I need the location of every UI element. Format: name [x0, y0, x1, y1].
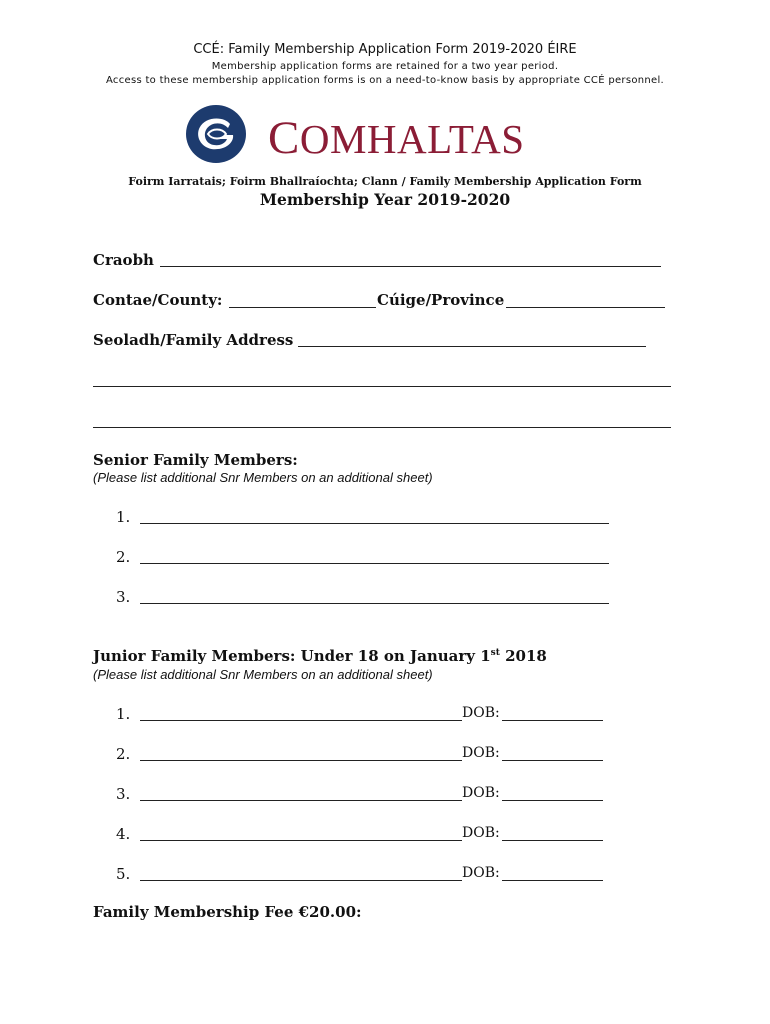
- county-label: Contae/County:: [93, 291, 223, 309]
- senior-item-number: 1.: [116, 508, 131, 526]
- dob-label: DOB:: [462, 745, 500, 761]
- address-field-line-3[interactable]: [93, 427, 671, 428]
- address-label: Seoladh/Family Address: [93, 331, 294, 349]
- senior-members-note: (Please list additional Snr Members on an additional sheet): [93, 470, 433, 485]
- senior-item-number: 3.: [116, 588, 131, 606]
- address-field-line-1[interactable]: [298, 346, 646, 347]
- dob-label: DOB:: [462, 785, 500, 801]
- junior-member-field[interactable]: [140, 720, 462, 721]
- address-field-line-2[interactable]: [93, 386, 671, 387]
- county-field[interactable]: [229, 307, 376, 308]
- junior-member-field[interactable]: [140, 880, 462, 881]
- junior-member-field[interactable]: [140, 800, 462, 801]
- junior-item-number: 4.: [116, 825, 131, 843]
- membership-fee-label: Family Membership Fee €20.00:: [93, 903, 362, 921]
- dob-field[interactable]: [502, 840, 603, 841]
- dob-label: DOB:: [462, 865, 500, 881]
- junior-members-note: (Please list additional Snr Members on an additional sheet): [93, 667, 433, 682]
- retention-notice: Membership application forms are retained for a two year period.: [211, 61, 559, 72]
- dob-field[interactable]: [502, 880, 603, 881]
- dob-field[interactable]: [502, 800, 603, 801]
- province-field[interactable]: [506, 307, 665, 308]
- craobh-label: Craobh: [93, 251, 154, 269]
- junior-member-field[interactable]: [140, 840, 462, 841]
- form-header-title: CCÉ: Family Membership Application Form 2019-2020 ÉIRE: [193, 42, 577, 57]
- junior-members-title: Junior Family Members: Under 18 on January 1st 2018: [93, 647, 547, 665]
- senior-members-title: Senior Family Members:: [93, 451, 298, 469]
- senior-member-field[interactable]: [140, 563, 609, 564]
- membership-year-title: Membership Year 2019-2020: [259, 190, 511, 209]
- dob-label: DOB:: [462, 705, 500, 721]
- junior-item-number: 2.: [116, 745, 131, 763]
- access-notice: Access to these membership application forms is on a need-to-know basis by appropriate CCÉ personnel.: [105, 75, 665, 86]
- province-label: Cúige/Province: [377, 291, 505, 309]
- comhaltas-logo: [186, 105, 526, 163]
- comhaltas-wordmark: COMHALTAS: [268, 112, 525, 164]
- junior-item-number: 5.: [116, 865, 131, 883]
- dob-label: DOB:: [462, 825, 500, 841]
- senior-member-field[interactable]: [140, 523, 609, 524]
- senior-member-field[interactable]: [140, 603, 609, 604]
- junior-member-field[interactable]: [140, 760, 462, 761]
- junior-item-number: 1.: [116, 705, 131, 723]
- senior-item-number: 2.: [116, 548, 131, 566]
- dob-field[interactable]: [502, 720, 603, 721]
- comhaltas-emblem-icon: [186, 105, 246, 163]
- dob-field[interactable]: [502, 760, 603, 761]
- junior-item-number: 3.: [116, 785, 131, 803]
- craobh-field[interactable]: [160, 266, 661, 267]
- form-subtitle: Foirm Iarratais; Foirm Bhallraíochta; Clann / Family Membership Application Form: [128, 175, 642, 188]
